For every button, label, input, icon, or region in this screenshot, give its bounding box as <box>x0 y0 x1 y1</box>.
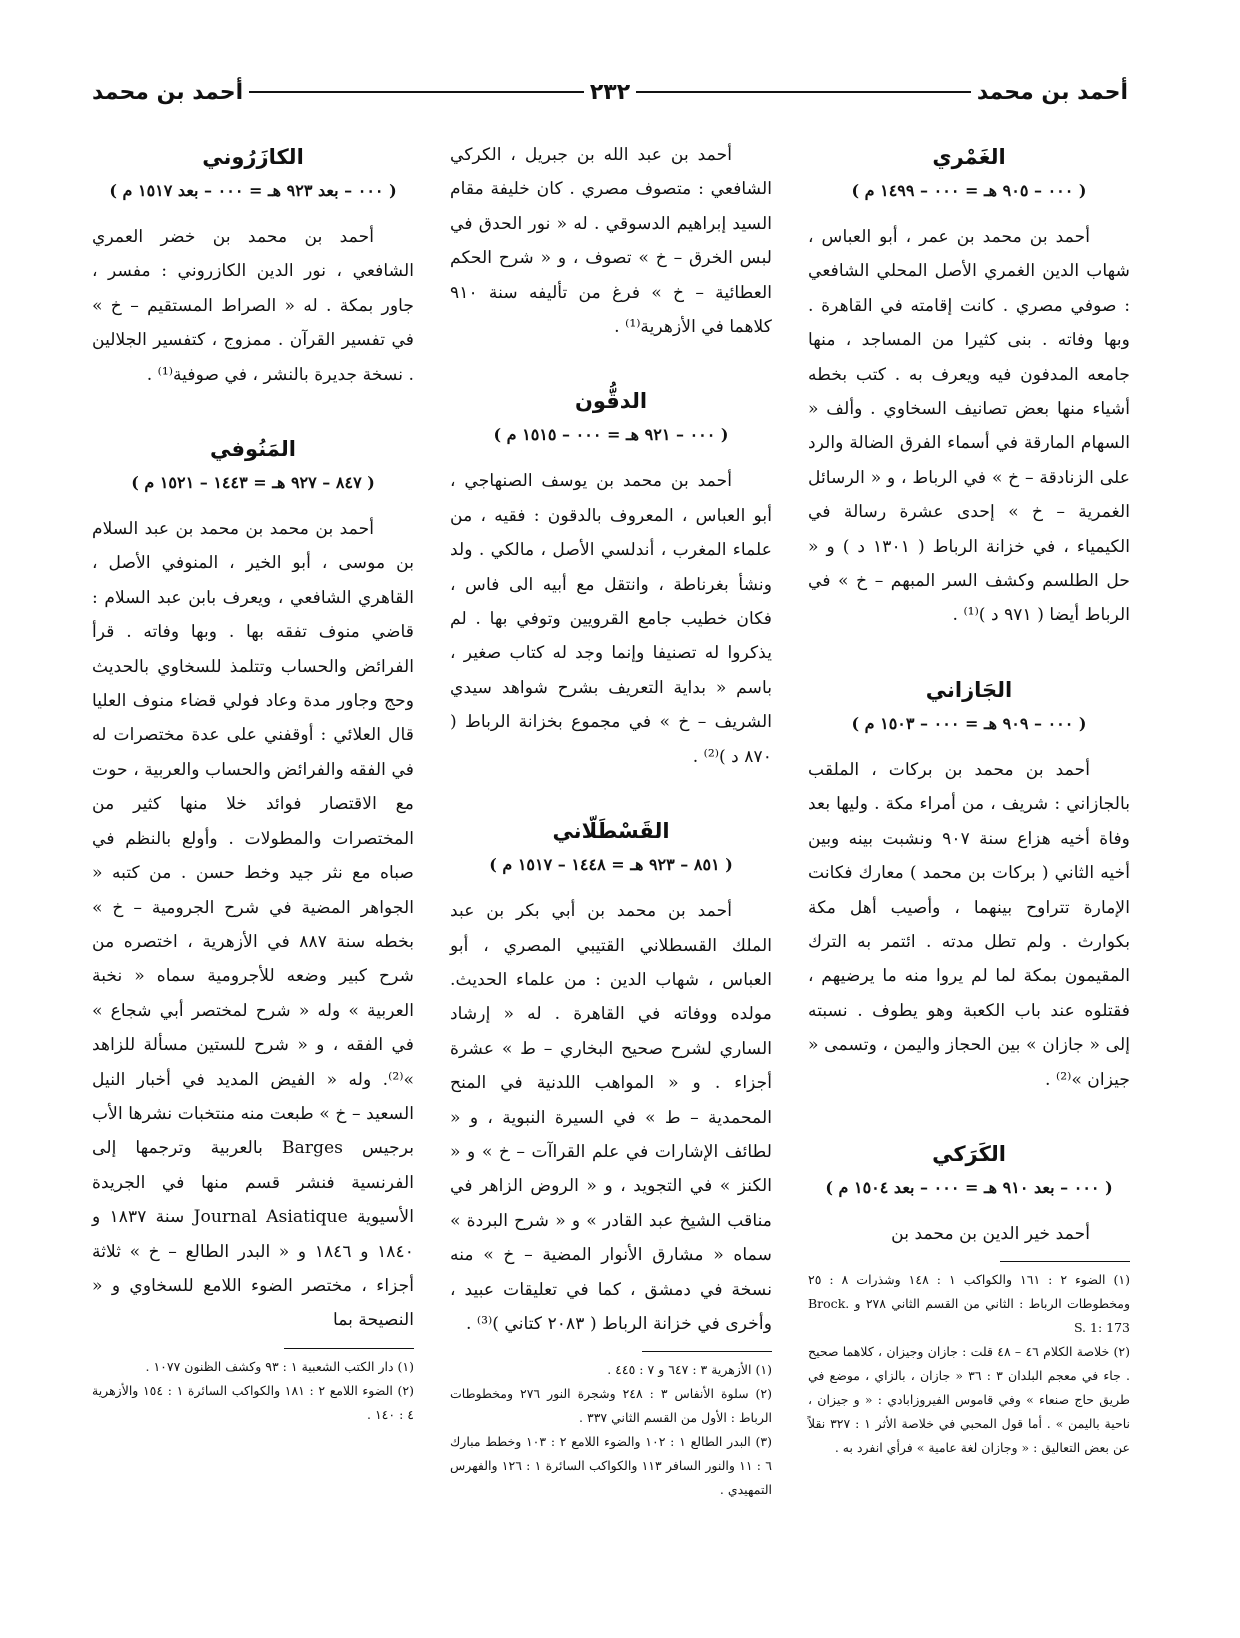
footnote: (١) الضوء ٢ : ١٦١ والكواكب ١ : ١٤٨ وشذرات ٨ : ٢٥ ومخطوطات الرباط : الثاني من القسم الثاني ٢٧٨ و Brock. S. 1: 173 <box>808 1272 1130 1336</box>
entry-jazani <box>808 675 1130 1097</box>
column-right <box>808 134 1130 1604</box>
footnote: (٢) سلوة الأنفاس ٣ : ٢٤٨ وشجرة النور ٢٧٦ ومخطوطات الرباط : الأول من القسم الثاني ٣٣٧ . <box>450 1386 773 1426</box>
footnotes-left <box>92 1355 414 1427</box>
entry-title: الجَازاني <box>925 677 1013 702</box>
footnote: (٢) خلاصة الكلام ٤٦ – ٤٨ قلت : جازان وجيزان ، كلاهما صحيح . جاء في معجم البلدان ٣ : ٣٦ « جازان ، بالزاي ، موضع في طريق حاج صنعاء » وفي قاموس الفيروزابادي : « و جيزان ، ناحية باليمن » . أما قول المحبي في خلاصة الأثر ١ : ٣٢٧ نقلاً عن بعض التعاليق : « وجازان لغة عامية » فرأي انفرد به . <box>808 1344 1130 1456</box>
entry-text: أحمد بن محمد بن بركات ، الملقب بالجازاني : شريف ، من أمراء مكة . وليها بعد وفاة أخيه هزاع سنة ٩٠٧ ونشبت بينه وبين أخيه الثاني ( بركات بن محمد ) معارك فكانت الإمارة تتراوح بينهما ، وأصيب أهل مكة بكوارث . ولم تطل مدته . ائتمر به الترك المقيمون بمكة لما لم يروا منه ما يرضيهم ، فقتلوه عند باب الكعبة وهو يطوف . نسبته إلى « جازان » بين الحجاز واليمن ، وتسمى « جيزان »⁽²⁾ . <box>808 759 1130 1090</box>
entry-dates: ( ٠٠٠ – بعد ٩١٠ هـ = ٠٠٠ – بعد ١٥٠٤ م ) <box>825 1177 1113 1197</box>
footnote: (٣) البدر الطالع ١ : ١٠٢ والضوء اللامع ٢ : ١٠٣ وخطط مبارك ٦ : ١١ والنور السافر ١١٣ والكواكب السائرة ١ : ١٢٦ والفهرس التمهيدي . <box>450 1434 772 1498</box>
entry-dates: ( ٠٠٠ – ٩٢١ هـ = ٠٠٠ – ١٥١٥ م ) <box>493 425 729 445</box>
entry-title: القَسْطَلّاني <box>552 819 670 844</box>
entry-text: أحمد بن محمد بن أبي بكر بن عبد الملك القسطلاني القتيبي المصري ، أبو العباس ، شهاب الدين : من علماء الحديث. مولده ووفاته في القاهرة . له « إرشاد الساري لشرح صحيح البخاري – ط » عشرة أجزاء . و « المواهب اللدنية في المنح المحمدية – ط » في السيرة النبوية ، و « لطائف الإشارات في علم القراآت – خ » و « الكنز » في التجويد ، و « الروض الزاهر في مناقب الشيخ عبد القادر » و « شرح البردة » سماه « مشارق الأنوار المضية – خ » منه نسخة في دمشق ، كما في تعليقات عبيد ، وأخرى في خزانة الرباط ( ٢٠٨٣ كتاني )⁽³⁾ . <box>450 901 772 1334</box>
entry-title: الكازَرُوني <box>202 145 304 169</box>
entry-dates: ( ٠٠٠ – ٩٠٥ هـ = ٠٠٠ – ١٤٩٩ م ) <box>851 181 1087 200</box>
entry-title: الكَرَكي <box>932 1141 1006 1166</box>
entry-title: الغَمْري <box>932 145 1006 169</box>
entry-text-continued: أحمد بن عبد الله بن جبريل ، الكركي الشافعي : متصوف مصري . كان خليفة مقام السيد إبراهيم الدسوقي . له « نور الحدق في لبس الخرق – خ » تصوف ، و « شرح الحكم العطائية – خ » فرغ من تأليفه سنة ٩١٠ كلاهما في الأزهرية⁽¹⁾ . <box>450 145 772 338</box>
entry-dates: ( ٨٤٧ – ٩٢٧ هـ = ١٤٤٣ – ١٥٢١ م ) <box>131 473 375 493</box>
entry-qastallani <box>450 816 772 1341</box>
entry-text: أحمد خير الدين بن محمد بن <box>891 1223 1090 1244</box>
entry-ghamri <box>808 142 1130 633</box>
entry-daqqun <box>450 386 772 774</box>
running-head-left: أحمد بن محمد <box>91 79 244 105</box>
entry-dates: ( ٠٠٠ – بعد ٩٢٣ هـ = ٠٠٠ – بعد ١٥١٧ م ) <box>109 181 397 200</box>
entry-karaki <box>808 1139 1130 1251</box>
footnote: (١) الأزهرية ٣ : ٦٤٧ و ٧ : ٤٤٥ . <box>607 1362 772 1378</box>
footnote-separator <box>284 1348 414 1349</box>
footnote: (١) دار الكتب الشعبية ١ : ٩٣ وكشف الظنون ١٠٧٧ . <box>145 1358 414 1374</box>
footnote-separator <box>1000 1261 1130 1262</box>
entry-dates: ( ٠٠٠ – ٩٠٩ هـ = ٠٠٠ – ١٥٠٣ م ) <box>851 713 1087 733</box>
entry-title: المَنُوفي <box>210 437 296 462</box>
page-header <box>92 72 1128 112</box>
entry-dates: ( ٨٥١ – ٩٢٣ هـ = ١٤٤٨ – ١٥١٧ م ) <box>489 855 733 875</box>
column-middle <box>450 134 772 1604</box>
footnote-separator <box>642 1351 772 1352</box>
page-number: ٢٣٢ <box>589 79 631 105</box>
entry-manufi <box>92 434 414 1338</box>
entry-title: الدقُّون <box>574 389 648 414</box>
footnotes-right <box>808 1268 1130 1460</box>
entry-text: أحمد بن محمد بن محمد بن عبد السلام بن موسى ، أبو الخير ، المنوفي الأصل ، القاهري الشافعي ، ويعرف بابن عبد السلام : قاضي منوف تفقه بها . وبها وفاته . قرأ الفرائض والحساب وتتلمذ للسخاوي بالحديث وحج وجاور مدة وعاد فولي قضاء منوف العليا قال العلائي : أوقفني على عدة مختصرات له في الفقه والفرائض والحساب والعربية ، حوت مع الاقتصار فوائد خلا منها كثير من المختصرات والمطولات . وأولع بالنظم في صباه مع نثر جيد وخط حسن . من كتبه « الجواهر المضية في شرح الجرومية – خ » بخطه سنة ٨٨٧ في الأزهرية ، اختصره من شرح كبير وضعه للأجرومية سماه « نخبة العربية » وله « شرح لمختصر أبي شجاع » في الفقه ، و « شرح للستين مسألة للزاهد »⁽²⁾. وله « الفيض المديد في أخبار النيل السعيد – خ » طبعت منه منتخبات نشرها الأب برجيس Barges بالعربية وترجمها إلى الفرنسية فنشر قسم منها في الجريدة الأسيوية Journal Asiatique سنة ١٨٣٧ و ١٨٤٠ و ١٨٤٦ و « البدر الطالع – خ » ثلاثة أجزاء ، مختصر الضوء اللامع للسخاوي و « النصيحة بما <box>92 519 415 1331</box>
footnotes-middle <box>450 1358 772 1502</box>
column-left <box>92 134 414 1604</box>
footnote: (٢) الضوء اللامع ٢ : ١٨١ والكواكب السائرة ١ : ١٥٤ والأزهرية ٤ : ١٤٠ . <box>92 1382 414 1422</box>
running-head-right: أحمد بن محمد <box>976 79 1128 105</box>
entry-kazaruni <box>92 142 414 392</box>
header-rule-right <box>636 91 971 93</box>
entry-text: أحمد بن محمد بن عمر ، أبو العباس ، شهاب الدين الغمري الأصل المحلي الشافعي : صوفي مصري . كانت إقامته في القاهرة . وبها وفاته . بنى كثيرا من المساجد ، منها جامعه المدفون فيه ويعرف به . كتب بخطه أشياء منها بعض تصانيف السخاوي . وألف « السهام المارقة في أسماء الفرق الضالة والرد على الزنادقة – خ » في الرباط ، و « الرسائل الغمرية – خ » إحدى عشرة رسالة في الكيمياء ، في خزانة الرباط ( ١٣٠١ د ) و « حل الطلسم وكشف السر المبهم – خ » في الرباط أيضا ( ٩٧١ د )⁽¹⁾ . <box>808 227 1131 626</box>
entry-text: أحمد بن محمد بن يوسف الصنهاجي ، أبو العباس ، المعروف بالدقون : فقيه ، من علماء المغرب ، أندلسي الأصل ، مالكي . ولد ونشأ بغرناطة ، وانتقل مع أبيه الى فاس ، فكان خطيب جامع القرويين وتوفي بها . لم يذكروا له تصنيفا وإنما وجد له كتاب صغير ، باسم « بداية التعريف بشرح شواهد سيدي الشريف – خ » في مجموع بخزانة الرباط ( ٨٧٠ د )⁽²⁾ . <box>450 471 772 767</box>
header-rule-left <box>249 91 584 93</box>
entry-text: أحمد بن محمد بن خضر العمري الشافعي ، نور الدين الكازروني : مفسر ، جاور بمكة . له « الصراط المستقيم – خ » في تفسير القرآن . ممزوج ، كتفسير الجلالين . نسخة جديرة بالنشر ، في صوفية⁽¹⁾ . <box>92 227 414 385</box>
